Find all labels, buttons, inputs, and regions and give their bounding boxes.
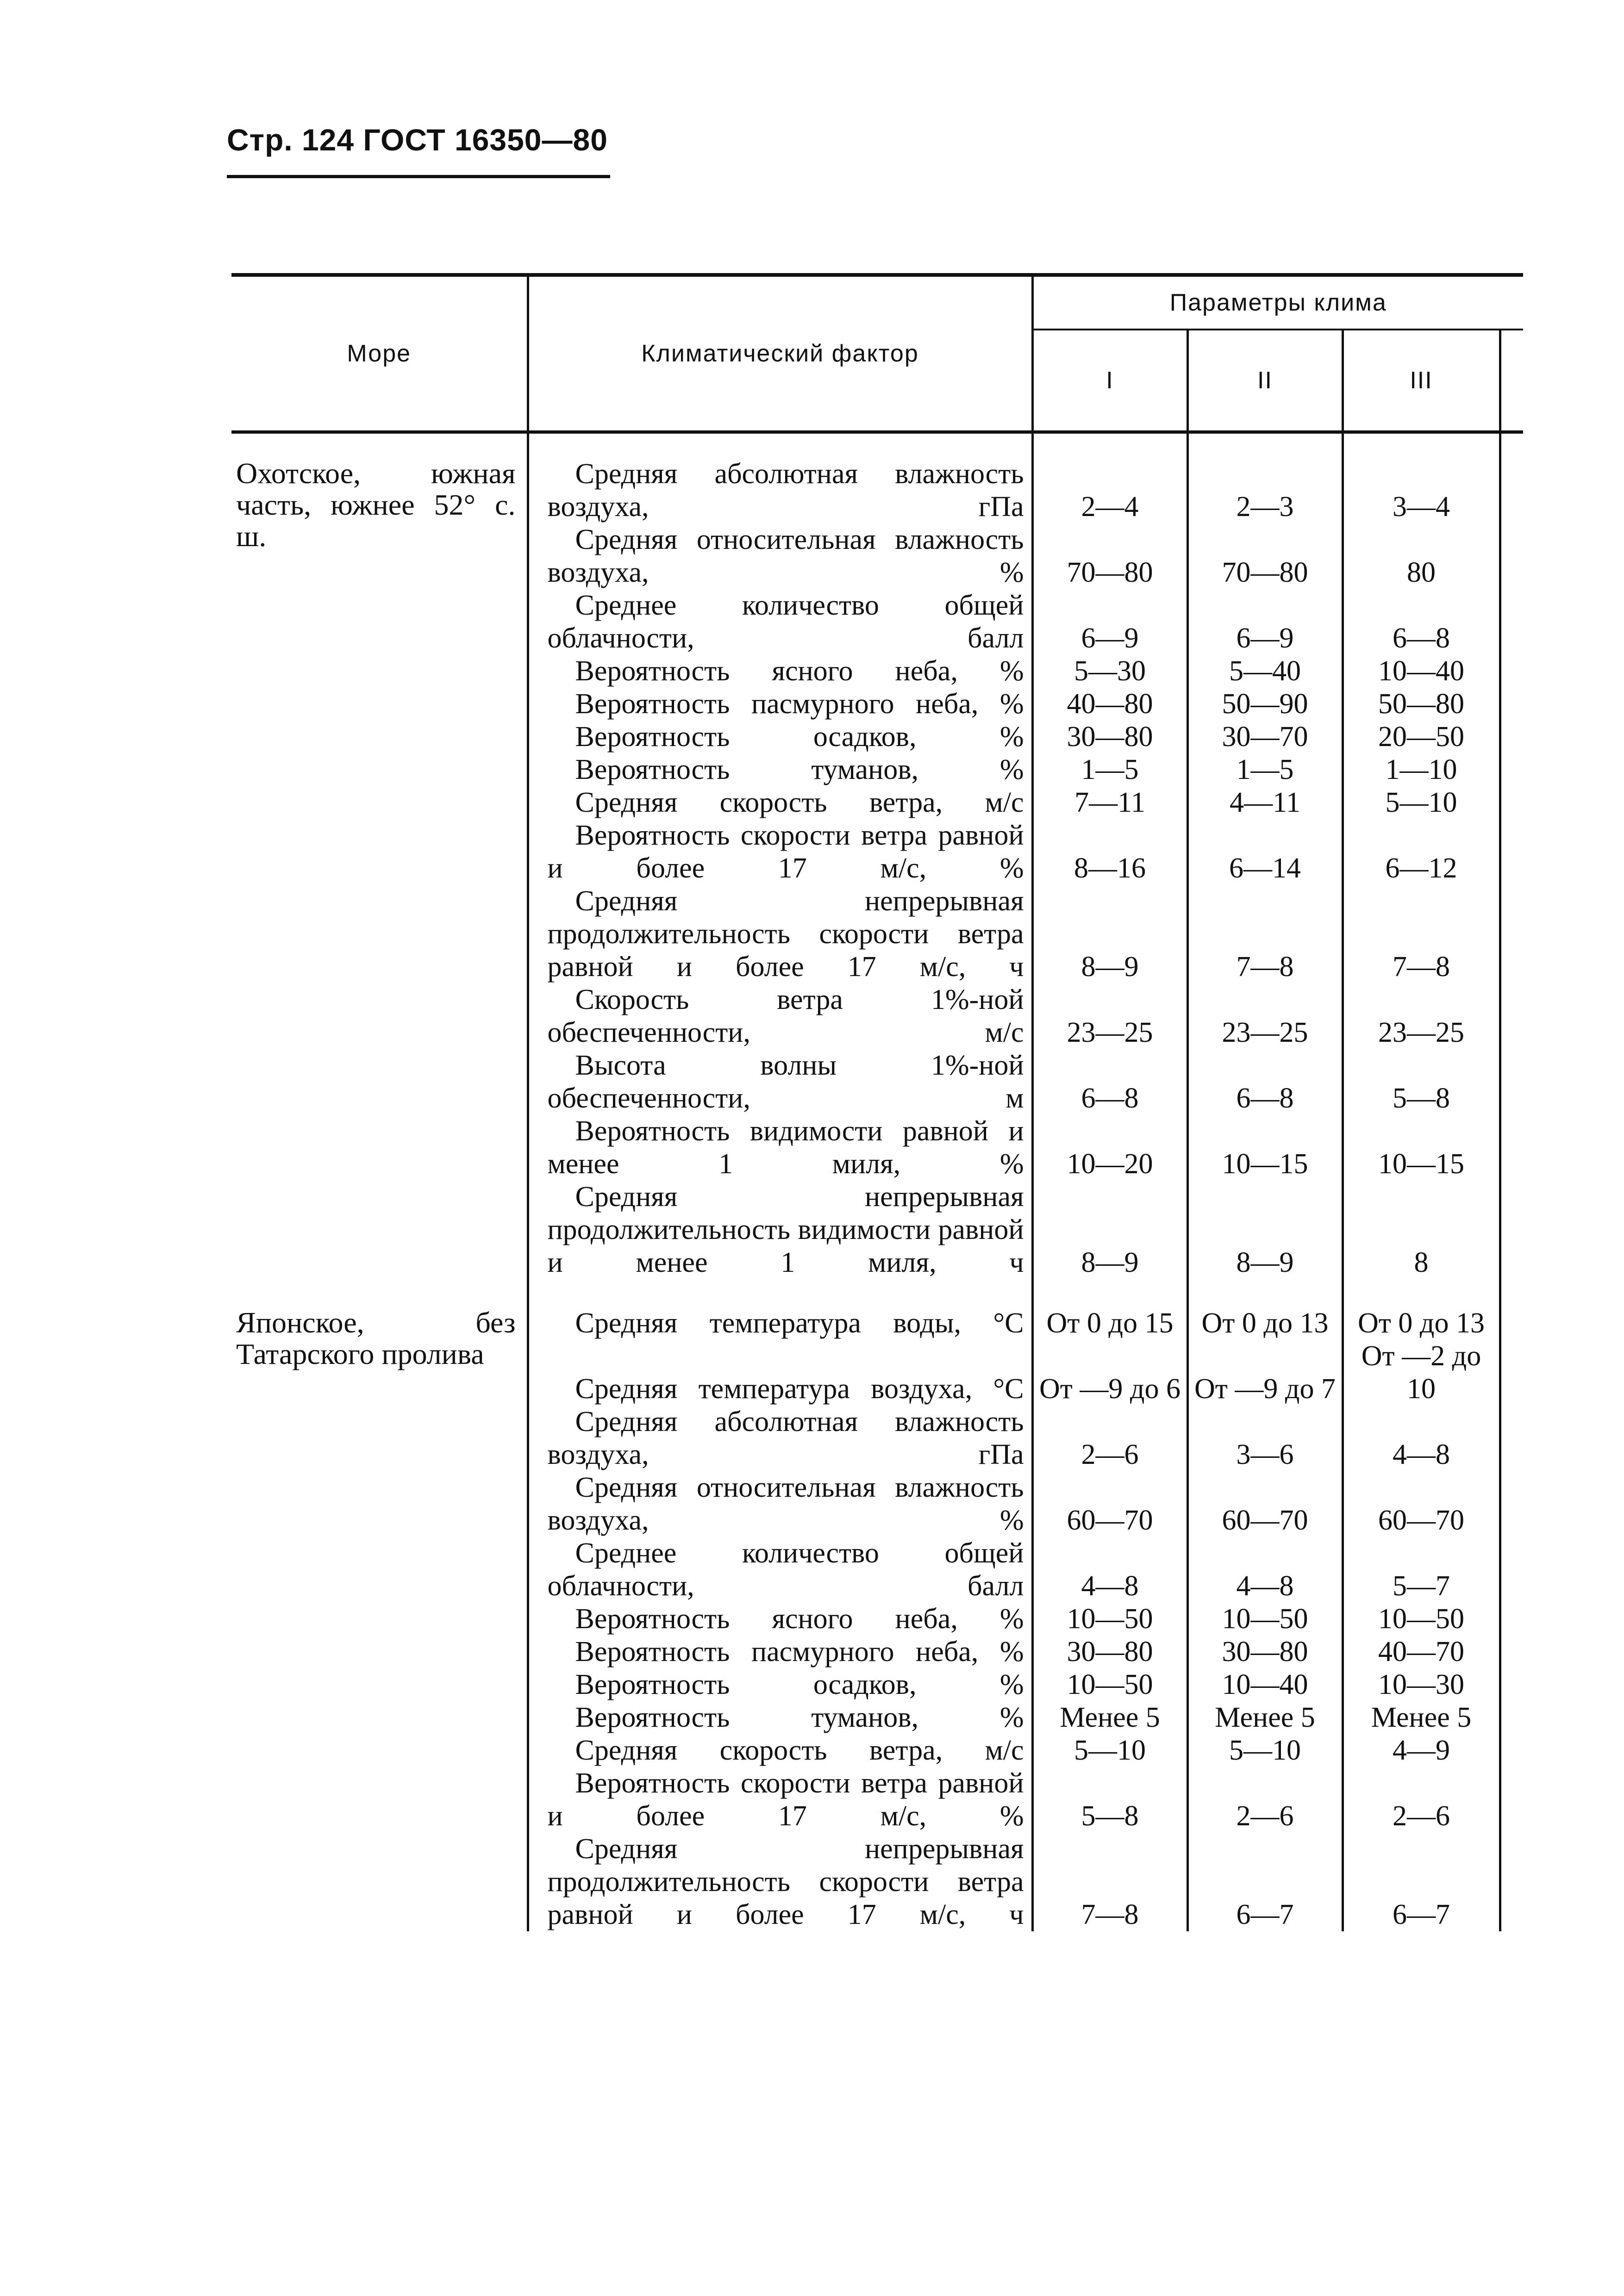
- climatic-factor-cell: [528, 885, 1032, 983]
- param-i-value: 4—8: [1032, 1537, 1187, 1603]
- param-ii-value: 70—80: [1187, 523, 1343, 589]
- param-iii-value: 1—10: [1343, 753, 1500, 786]
- param-i-value: 30—80: [1032, 1636, 1187, 1668]
- param-i-value: Менее 5: [1032, 1701, 1187, 1734]
- header-param-iii: III: [1343, 330, 1500, 432]
- param-i-value: 60—70: [1032, 1471, 1187, 1537]
- climatic-factor-label: Средняя относительная влажность воздуха, %: [547, 1472, 1024, 1536]
- param-ii-value: От —9 до 7: [1187, 1340, 1343, 1406]
- climatic-factor-cell: [528, 1668, 1032, 1701]
- param-ii-value: Менее 5: [1187, 1701, 1343, 1734]
- header-factor: Климатический фактор: [528, 275, 1032, 432]
- climatic-factor-cell: [528, 1701, 1032, 1734]
- param-iii-value: 5—10: [1343, 786, 1500, 819]
- param-ii-value: 8—9: [1187, 1181, 1343, 1279]
- param-iii-value: 5—7: [1343, 1537, 1500, 1603]
- climatic-factor-cell: [528, 1833, 1032, 1931]
- param-ii-value: 7—8: [1187, 885, 1343, 983]
- param-iii-value: 7—8: [1343, 885, 1500, 983]
- climatic-factor-cell: [528, 1471, 1032, 1537]
- param-iii-value: 4—9: [1343, 1734, 1500, 1767]
- climatic-factor-label: Вероятность видимости равной и менее 1 миля, %: [547, 1115, 1024, 1180]
- param-i-value: 70—80: [1032, 523, 1187, 589]
- table-row: [231, 1307, 1523, 1340]
- param-iii-value: 80: [1343, 523, 1500, 589]
- climatic-factor-label: Средняя скорость ветра, м/с: [575, 787, 1024, 818]
- param-i-value: 10—20: [1032, 1115, 1187, 1181]
- param-ii-value: 4—11: [1187, 786, 1343, 819]
- param-i-value: 23—25: [1032, 983, 1187, 1049]
- param-i-value: 30—80: [1032, 721, 1187, 753]
- climatic-factor-cell: [528, 655, 1032, 688]
- header-param-ii: II: [1187, 330, 1343, 432]
- sea-name: Японское, без Татарского пролива: [236, 1306, 516, 1370]
- climatic-factor-label: Вероятность пасмурного неба, %: [575, 688, 1024, 720]
- climatic-factor-cell: [528, 1603, 1032, 1636]
- climatic-factor-label: Вероятность пасмурного неба, %: [575, 1636, 1024, 1668]
- param-ii-value: 6—9: [1187, 589, 1343, 655]
- climatic-factor-label: Средняя относительная влажность воздуха, %: [547, 524, 1024, 588]
- param-i-value: 7—11: [1032, 786, 1187, 819]
- param-iii-value: 6—12: [1343, 819, 1500, 885]
- climatic-factor-label: Средняя температура воды, °С: [575, 1307, 1024, 1339]
- climatic-factor-cell: [528, 721, 1032, 753]
- climatic-factor-label: Вероятность осадков, %: [575, 721, 1024, 753]
- param-iii-value: 2—6: [1343, 1767, 1500, 1833]
- table-row: [231, 458, 1523, 523]
- param-iii-value: 4—8: [1343, 1406, 1500, 1471]
- param-iii-value: От —2 до 10: [1343, 1340, 1500, 1406]
- climatic-factor-cell: [528, 1767, 1032, 1833]
- param-iii-value: От 0 до 13: [1343, 1307, 1500, 1340]
- sea-name-cell: [231, 458, 528, 1279]
- climatic-factor-cell: [528, 1307, 1032, 1340]
- param-iii-value: 5—8: [1343, 1049, 1500, 1115]
- param-iii-value: 10—15: [1343, 1115, 1500, 1181]
- param-i-value: 1—5: [1032, 753, 1187, 786]
- climatic-factor-label: Вероятность туманов, %: [575, 1702, 1024, 1733]
- param-i-value: 8—9: [1032, 885, 1187, 983]
- param-ii-value: 5—40: [1187, 655, 1343, 688]
- param-iii-value: 20—50: [1343, 721, 1500, 753]
- param-ii-value: 30—80: [1187, 1636, 1343, 1668]
- climatic-factor-label: Вероятность ясного неба, %: [575, 1603, 1024, 1635]
- climatic-factor-label: Средняя температура воздуха, °С: [575, 1373, 1024, 1405]
- param-i-value: От —9 до 6: [1032, 1340, 1187, 1406]
- climatic-factor-label: Средняя непрерывная продолжительность скорости ветра равной и более 17 м/с, ч: [547, 1833, 1024, 1930]
- param-ii-value: 30—70: [1187, 721, 1343, 753]
- param-ii-value: От 0 до 13: [1187, 1307, 1343, 1340]
- climatic-factor-cell: [528, 1181, 1032, 1279]
- climatic-factor-cell: [528, 983, 1032, 1049]
- param-i-value: 10—50: [1032, 1603, 1187, 1636]
- param-i-value: 6—8: [1032, 1049, 1187, 1115]
- sea-name: Охотское, южная часть, южнее 52° с. ш.: [236, 457, 516, 553]
- page-header: Стр. 124 ГОСТ 16350—80: [227, 123, 608, 157]
- param-ii-value: 6—8: [1187, 1049, 1343, 1115]
- climatic-factor-label: Среднее количество общей облачности, балл: [547, 590, 1024, 654]
- param-ii-value: 1—5: [1187, 753, 1343, 786]
- climatic-factor-cell: [528, 1636, 1032, 1668]
- param-ii-value: 10—50: [1187, 1603, 1343, 1636]
- param-iii-value: 50—80: [1343, 688, 1500, 721]
- param-ii-value: 5—10: [1187, 1734, 1343, 1767]
- param-ii-value: 60—70: [1187, 1471, 1343, 1537]
- climatic-factor-cell: [528, 1537, 1032, 1603]
- header-sea: Море: [231, 275, 528, 432]
- climatic-factor-label: Вероятность осадков, %: [575, 1669, 1024, 1700]
- climatic-factor-label: Средняя непрерывная продолжительность видимости равной и менее 1 миля, ч: [547, 1181, 1024, 1278]
- table-body: [231, 432, 1523, 1932]
- param-i-value: 5—10: [1032, 1734, 1187, 1767]
- param-ii-value: 50—90: [1187, 688, 1343, 721]
- param-iii-value: 10—30: [1343, 1668, 1500, 1701]
- header-params-group: Параметры клима: [1032, 275, 1523, 330]
- param-i-value: 2—6: [1032, 1406, 1187, 1471]
- param-iii-value: 23—25: [1343, 983, 1500, 1049]
- climatic-factor-cell: [528, 688, 1032, 721]
- section-gap: [231, 1279, 1523, 1307]
- climatic-factor-label: Средняя абсолютная влажность воздуха, гПа: [547, 458, 1024, 523]
- param-i-value: 40—80: [1032, 688, 1187, 721]
- climatic-factor-label: Вероятность ясного неба, %: [575, 655, 1024, 687]
- climatic-factor-label: Средняя скорость ветра, м/с: [575, 1735, 1024, 1766]
- param-iii-value: 6—7: [1343, 1833, 1500, 1931]
- param-iii-value: 60—70: [1343, 1471, 1500, 1537]
- climatic-factor-cell: [528, 1406, 1032, 1471]
- header-param-i: I: [1032, 330, 1187, 432]
- climatic-factor-label: Высота волны 1%-ной обеспеченности, м: [547, 1050, 1024, 1114]
- param-i-value: 5—8: [1032, 1767, 1187, 1833]
- climatic-factor-label: Вероятность туманов, %: [575, 754, 1024, 785]
- climatic-factor-cell: [528, 819, 1032, 885]
- param-i-value: 5—30: [1032, 655, 1187, 688]
- param-iii-value: 6—8: [1343, 589, 1500, 655]
- climatic-factor-cell: [528, 523, 1032, 589]
- climatic-factor-label: Среднее количество общей облачности, балл: [547, 1537, 1024, 1602]
- param-i-value: 2—4: [1032, 458, 1187, 523]
- param-iii-value: 10—40: [1343, 655, 1500, 688]
- param-ii-value: 2—6: [1187, 1767, 1343, 1833]
- climatic-factor-cell: [528, 1340, 1032, 1406]
- climatic-factor-cell: [528, 753, 1032, 786]
- climatic-factor-cell: [528, 786, 1032, 819]
- param-ii-value: 3—6: [1187, 1406, 1343, 1471]
- param-iii-value: 8: [1343, 1181, 1500, 1279]
- param-iii-value: Менее 5: [1343, 1701, 1500, 1734]
- climatic-factor-cell: [528, 1115, 1032, 1181]
- climate-parameters-table: [231, 273, 1523, 1931]
- param-i-value: 10—50: [1032, 1668, 1187, 1701]
- param-iii-value: 40—70: [1343, 1636, 1500, 1668]
- param-i-value: 6—9: [1032, 589, 1187, 655]
- param-i-value: От 0 до 15: [1032, 1307, 1187, 1340]
- climatic-factor-label: Средняя абсолютная влажность воздуха, гПа: [547, 1406, 1024, 1470]
- param-ii-value: 6—7: [1187, 1833, 1343, 1931]
- climatic-factor-label: Вероятность скорости ветра равной и более 17 м/с, %: [547, 1767, 1024, 1832]
- param-ii-value: 6—14: [1187, 819, 1343, 885]
- climatic-factor-label: Скорость ветра 1%-ной обеспеченности, м/с: [547, 984, 1024, 1048]
- climatic-factor-label: Вероятность скорости ветра равной и более 17 м/с, %: [547, 820, 1024, 884]
- climatic-factor-cell: [528, 458, 1032, 523]
- climatic-factor-label: Средняя непрерывная продолжительность скорости ветра равной и более 17 м/с, ч: [547, 885, 1024, 983]
- param-i-value: 7—8: [1032, 1833, 1187, 1931]
- climatic-factor-cell: [528, 1049, 1032, 1115]
- climatic-factor-cell: [528, 589, 1032, 655]
- param-i-value: 8—16: [1032, 819, 1187, 885]
- param-ii-value: 4—8: [1187, 1537, 1343, 1603]
- param-ii-value: 23—25: [1187, 983, 1343, 1049]
- climatic-factor-cell: [528, 1734, 1032, 1767]
- param-iii-value: 3—4: [1343, 458, 1500, 523]
- param-ii-value: 10—15: [1187, 1115, 1343, 1181]
- sea-name-cell: [231, 1307, 528, 1931]
- section-gap: [231, 432, 1523, 458]
- param-i-value: 8—9: [1032, 1181, 1187, 1279]
- param-ii-value: 2—3: [1187, 458, 1343, 523]
- param-ii-value: 10—40: [1187, 1668, 1343, 1701]
- param-iii-value: 10—50: [1343, 1603, 1500, 1636]
- header-rule: [227, 175, 610, 178]
